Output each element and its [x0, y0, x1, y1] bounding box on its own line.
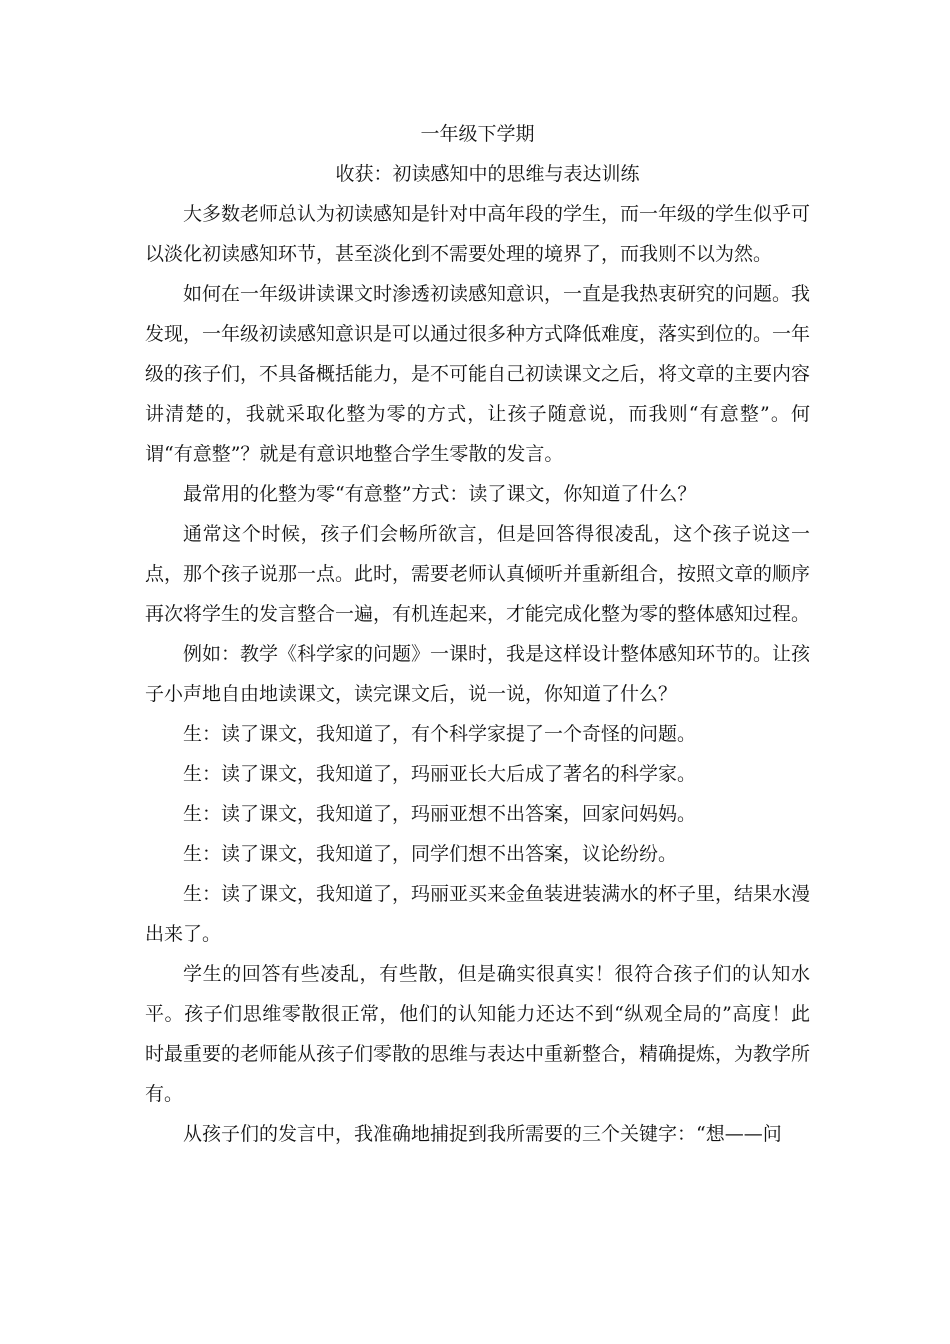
paragraph-keywords: 从孩子们的发言中，我准确地捕捉到我所需要的三个关键字：“想——问 [183, 1123, 782, 1145]
student-answer: 生：读了课文，我知道了，同学们想不出答案，议论纷纷。 [183, 843, 678, 865]
paragraph-example: 例如：教学《科学家的问题》一课时，我是这样设计整体感知环节的。让孩子小声地自由地读课文，读完课文后，说一说，你知道了什么？ [145, 643, 811, 705]
paragraph-question: 最常用的化整为零“有意整”方式：读了课文，你知道了什么？ [183, 483, 697, 505]
paragraph-intro: 大多数老师总认为初读感知是针对中高年段的学生，而一年级的学生似乎可以淡化初读感知环节，甚至淡化到不需要处理的境界了，而我则不以为然。 [145, 203, 811, 265]
student-answer: 生：读了课文，我知道了，玛丽亚想不出答案，回家问妈妈。 [183, 803, 697, 825]
student-answer: 生：读了课文，我知道了，有个科学家提了一个奇怪的问题。 [183, 723, 697, 745]
student-answer: 生：读了课文，我知道了，玛丽亚长大后成了著名的科学家。 [183, 763, 697, 785]
student-answer: 生：读了课文，我知道了，玛丽亚买来金鱼装进装满水的杯子里，结果水漫出来了。 [145, 883, 811, 945]
document-page [145, 114, 810, 1154]
document-subtitle: 收获：初读感知中的思维与表达训练 [335, 163, 640, 185]
paragraph-method: 如何在一年级讲读课文时渗透初读感知意识，一直是我热衷研究的问题。我发现，一年级初读感知意识是可以通过很多种方式降低难度，落实到位的。一年级的孩子们，不具备概括能力，是不可能自己初读课文之后，将文章的主要内容讲清楚的，我就采取化整为零的方式，让孩子随意说，而我则“有意整”。何谓“有意整”？就是有意识地整合学生零散的发言。 [145, 283, 811, 465]
paragraph-reflection: 学生的回答有些凌乱，有些散，但是确实很真实！很符合孩子们的认知水平。孩子们思维零散很正常，他们的认知能力还达不到“纵观全局的”高度！此时最重要的老师能从孩子们零散的思维与表达中重新整合，精确提炼，为教学所有。 [145, 963, 811, 1105]
paragraph-response: 通常这个时候，孩子们会畅所欲言，但是回答得很凌乱，这个孩子说这一点，那个孩子说那一点。此时，需要老师认真倾听并重新组合，按照文章的顺序再次将学生的发言整合一遍，有机连起来，才能完成化整为零的整体感知过程。 [145, 523, 811, 625]
document-title: 一年级下学期 [420, 123, 535, 145]
